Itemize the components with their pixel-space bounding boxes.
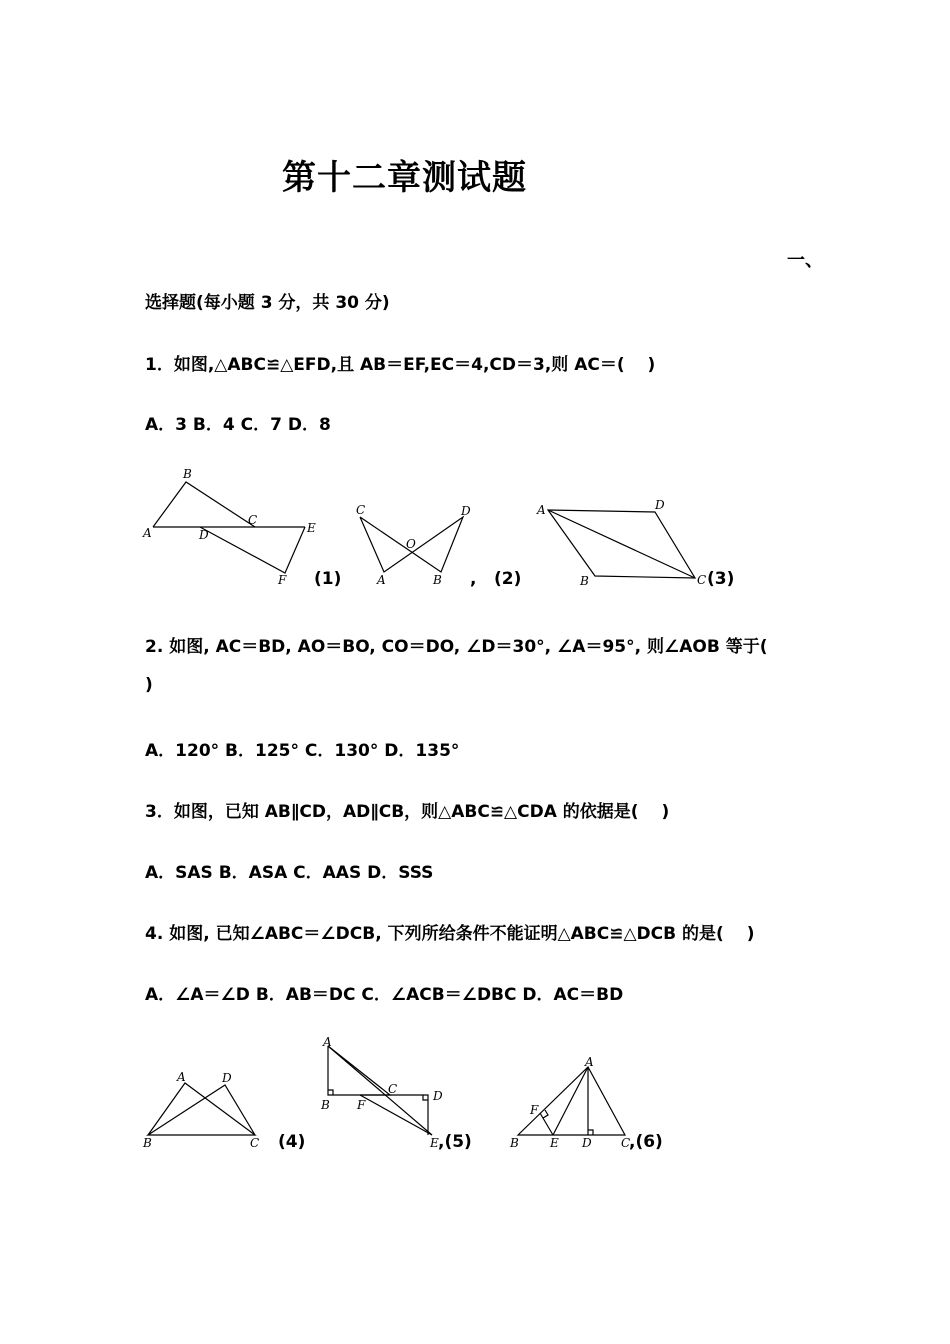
- figure-5: [328, 1046, 432, 1135]
- fig6-label-A: A: [585, 1055, 594, 1069]
- fig2-label-A: A: [377, 573, 386, 587]
- fig5-label-E: E: [430, 1136, 439, 1150]
- fig6-label-C: C: [621, 1136, 631, 1150]
- fig4-label-C: C: [250, 1136, 260, 1150]
- fig-separator: ,: [470, 569, 477, 589]
- fig5-label-F: F: [357, 1098, 366, 1112]
- fig1-label-F: F: [278, 573, 287, 587]
- fig6-label-E: E: [550, 1136, 559, 1150]
- fig1-label-A: A: [143, 526, 152, 540]
- question-4-options: A．∠A＝∠D B．AB＝DC C．∠ACB＝∠DBC D．AC＝BD: [145, 985, 624, 1005]
- fig1-label-D: D: [199, 528, 209, 542]
- page-title: 第十二章测试题: [282, 158, 527, 198]
- fig2-label-O: O: [406, 537, 416, 551]
- figure-4: [148, 1083, 255, 1135]
- fig5-label-A: A: [323, 1035, 332, 1049]
- fig4-label-B: B: [143, 1136, 152, 1150]
- figure-1: [153, 482, 305, 573]
- fig6-label-F: F: [530, 1103, 539, 1117]
- fig5-label-B: B: [321, 1098, 330, 1112]
- fig1-label-E: E: [307, 521, 316, 535]
- fig3-caption: (3): [707, 569, 735, 589]
- fig4-caption: (4): [278, 1132, 306, 1152]
- fig3-label-B: B: [580, 574, 589, 588]
- fig6-label-D: D: [582, 1136, 592, 1150]
- figure-3: [548, 510, 695, 578]
- fig1-label-C: C: [248, 513, 258, 527]
- fig5-label-C: C: [388, 1082, 398, 1096]
- fig5-label-D: D: [433, 1089, 443, 1103]
- fig4-label-D: D: [222, 1071, 232, 1085]
- fig6-caption: ,(6): [629, 1132, 663, 1152]
- fig1-caption: (1): [314, 569, 342, 589]
- question-1-options: A．3 B．4 C．7 D．8: [145, 415, 331, 435]
- question-1-stem: 1．如图,△ABC≌△EFD,且 AB＝EF,EC＝4,CD＝3,则 AC＝( ): [145, 355, 656, 375]
- fig3-label-C: C: [697, 573, 707, 587]
- fig1-label-B: B: [183, 467, 192, 481]
- section-heading: 选择题(每小题 3 分，共 30 分): [145, 293, 390, 313]
- fig3-label-A: A: [537, 503, 546, 517]
- fig5-caption: ,(5): [438, 1132, 472, 1152]
- fig2-label-D: D: [461, 504, 471, 518]
- fig2-caption: (2): [494, 569, 522, 589]
- question-4-stem: 4. 如图, 已知∠ABC＝∠DCB, 下列所给条件不能证明△ABC≌△DCB 的是( ): [145, 924, 755, 944]
- fig6-label-B: B: [510, 1136, 519, 1150]
- figure-6: [518, 1067, 625, 1135]
- fig3-label-D: D: [655, 498, 665, 512]
- question-2-stem-cont: ): [145, 675, 153, 695]
- section-number: 一、: [787, 250, 823, 271]
- fig2-label-B: B: [433, 573, 442, 587]
- question-3-stem: 3．如图，已知 AB∥CD，AD∥CB，则△ABC≌△CDA 的依据是( ): [145, 802, 670, 822]
- fig2-label-C: C: [356, 503, 366, 517]
- question-3-options: A．SAS B．ASA C．AAS D．SSS: [145, 863, 434, 883]
- question-2-options: A．120° B．125° C．130° D．135°: [145, 741, 460, 761]
- fig4-label-A: A: [177, 1070, 186, 1084]
- question-2-stem: 2. 如图, AC＝BD, AO＝BO, CO＝DO, ∠D＝30°, ∠A＝95°, 则∠AOB 等于(: [145, 637, 768, 657]
